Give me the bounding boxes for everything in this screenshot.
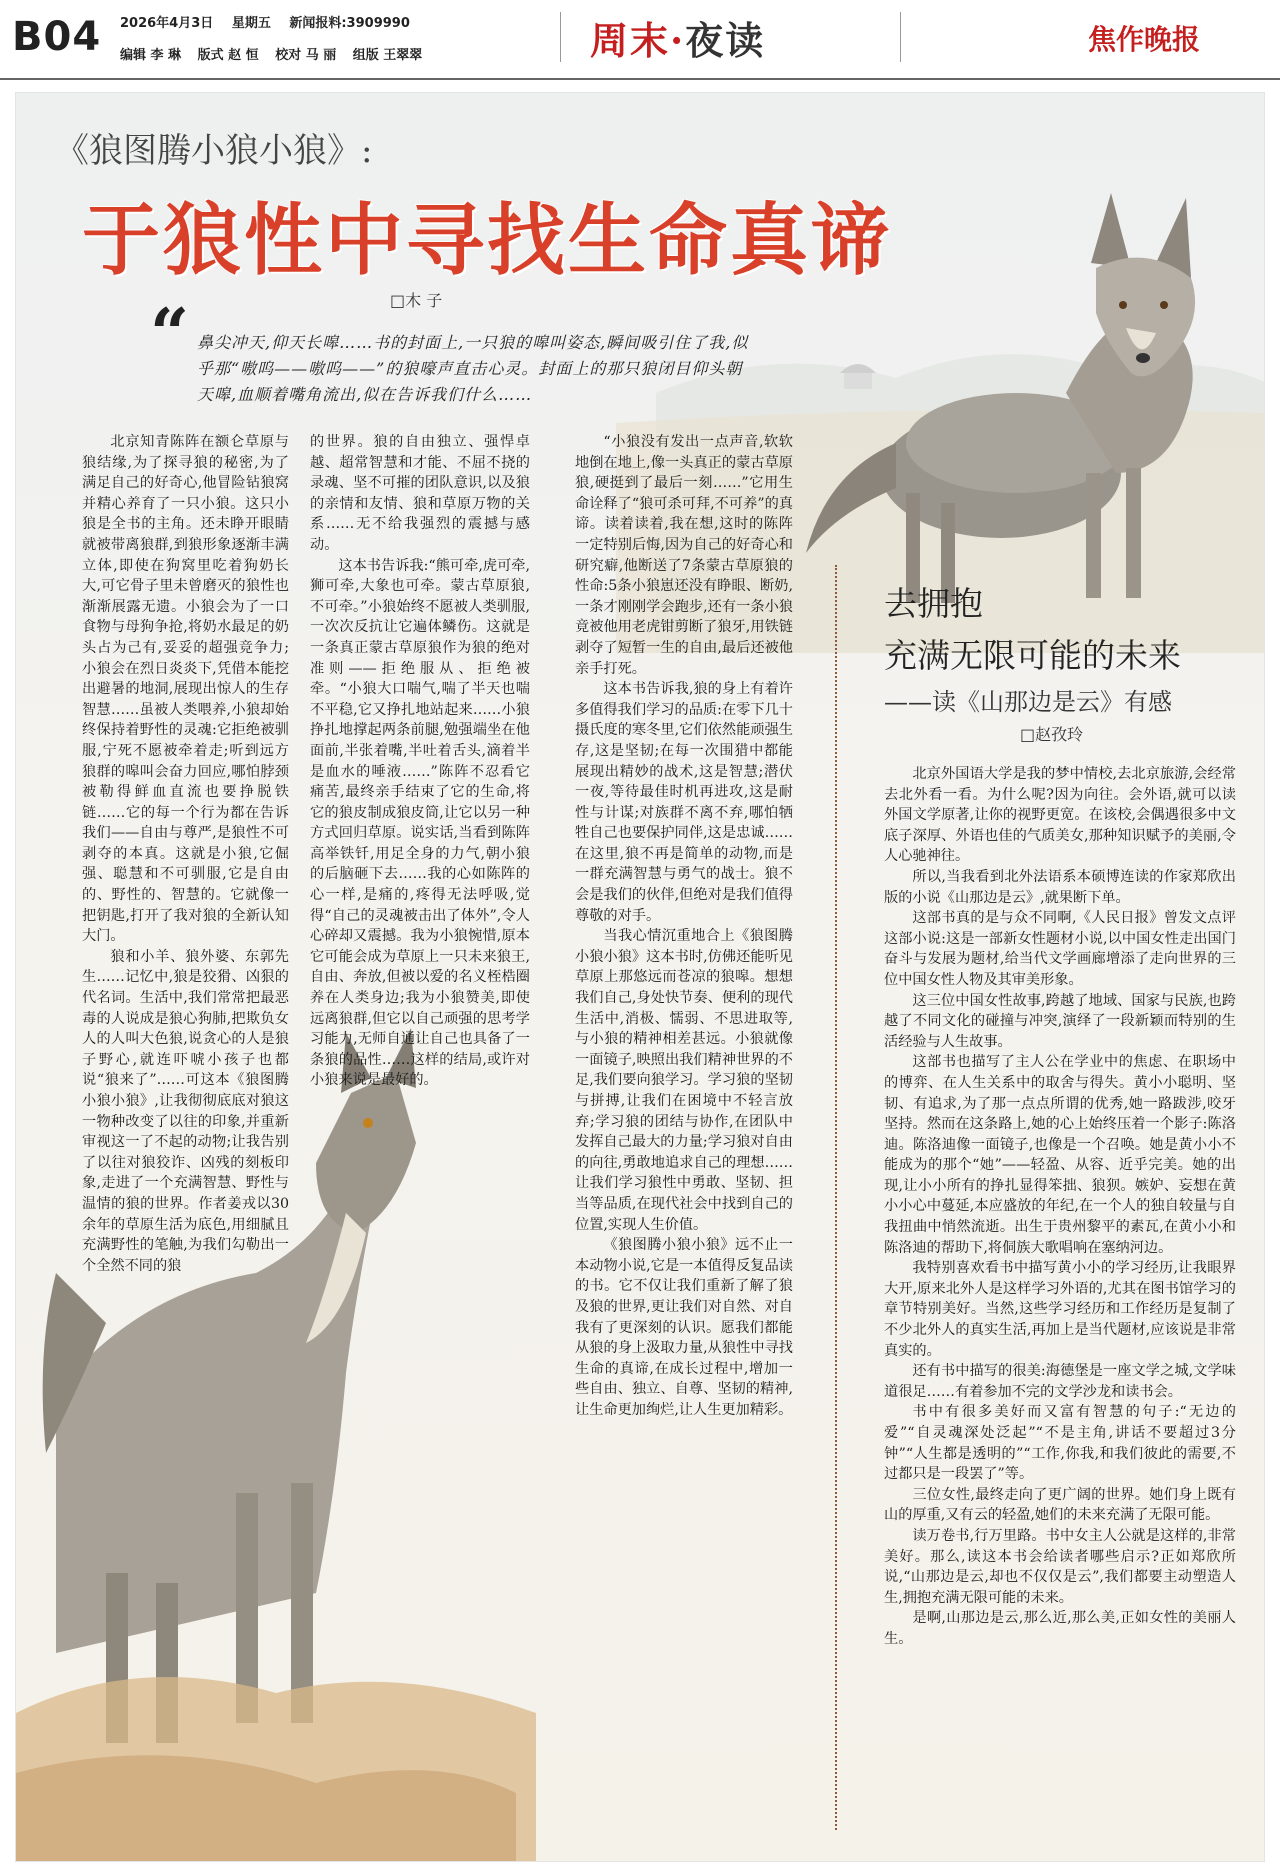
article2-title-line2: 充满无限可能的未来 bbox=[884, 636, 1181, 675]
article2-paragraph: 北京外国语大学是我的梦中情校,去北京旅游,会经常去北外看一看。为什么呢?因为向往。会外语,就可以读外国文学原著,让你的视野更宽。在该校,会偶遇很多中文底子深厚、外语也佳的气质美女,那种知识赋予的美丽,令人心驰神往。 bbox=[884, 766, 1236, 865]
article-divider bbox=[835, 565, 837, 1830]
article2-body bbox=[884, 764, 1236, 1650]
article1-paragraph: 这本书告诉我,狼的身上有着许多值得我们学习的品质:在零下几十摄氏度的寒冬里,它们依然能顽强生存,这是坚韧;在每一次围猎中都能展现出精妙的战术,这是智慧;潜伏一夜,等待最佳时机再进攻,这是耐性与计谋;对族群不离不弃,哪怕牺牲自己也要保护同伴,这是忠诚……在这里,狼不再是简单的动物,而是一群充满智慧与勇气的战士。狼不会是我们的伙伴,但绝对是我们值得尊敬的对手。 bbox=[575, 681, 793, 924]
article2-paragraph: 三位女性,最终走向了更广阔的世界。她们身上既有山的厚重,又有云的轻盈,她们的未来充满了无限可能。 bbox=[884, 1486, 1236, 1524]
issue-date: 2026年4月3日 bbox=[120, 16, 214, 31]
newspaper-masthead: 焦作晚报 bbox=[1088, 23, 1201, 56]
article1-intro bbox=[115, 330, 755, 408]
article2-paragraph: 读万卷书,行万里路。书中女主人公就是这样的,非常美好。那么,读这本书会给读者哪些启示?正如郑欣所说,“山那边是云,却也不仅仅是云”,我们都要主动塑造人生,拥抱充满无限可能的未来。 bbox=[884, 1527, 1236, 1606]
article1-kicker: 《狼图腾小狼小狼》: bbox=[55, 131, 373, 171]
credit-layout: 版式 赵 恒 bbox=[197, 48, 259, 63]
article1-column-3 bbox=[575, 432, 793, 1421]
article2-paragraph: 书中有很多美好而又富有智慧的句子:“无边的爱”“自灵魂深处泛起”“不是主角,讲话不要超过3分钟”“人生都是透明的”“工作,你我,和我们彼此的需要,不过都只是一段罢了”等。 bbox=[884, 1404, 1236, 1483]
issue-weekday: 星期五 bbox=[231, 16, 271, 31]
article1-paragraph: 这本书告诉我:“熊可牵,虎可牵,狮可牵,大象也可牵。蒙古草原狼,不可牵。”小狼始终不愿被人类驯服,一次次反抗让它遍体鳞伤。这就是一条真正蒙古草原狼作为狼的绝对准则——拒绝服从、拒绝被牵。“小狼大口喘气,喘了半天也喘不平稳,它又挣扎地站起来……小狼挣扎地撑起两条前腿,勉强端坐在他面前,半张着嘴,半吐着舌头,滴着半是血水的唾液……”陈阵不忍看它痛苦,最终亲手结束了它的生命,将它的狼皮制成狼皮筒,让它以另一种方式回归草原。说实话,当看到陈阵高举铁钎,用足全身的力气,朝小狼的后脑砸下去……我的心如陈阵的心一样,是痛的,疼得无法呼吸,觉得“自己的灵魂被击出了体外”,令人心碎却又震撼。我为小狼惋惜,原本它可能会成为草原上一只未来狼王,自由、奔放,但被以爱的名义桎梏圈养在人类身边;我为小狼赞美,即使远离狼群,但它以自己顽强的思考学习能力,无师自通让自己也具备了一条狼的品性……这样的结局,或许对小狼来说是最好的。 bbox=[310, 557, 530, 1089]
article2-title-line1: 去拥抱 bbox=[884, 584, 983, 623]
page-header bbox=[0, 0, 1280, 80]
article2-paragraph: 所以,当我看到北外法语系本硕博连读的作家郑欣出版的小说《山那边是云》,就果断下单。 bbox=[884, 868, 1236, 906]
article2-paragraph: 我特别喜欢看书中描写黄小小的学习经历,让我眼界大开,原来北外人是这样学习外语的,尤其在图书馆学习的章节特别美好。当然,这些学习经历和工作经历是复制了不少北外人的真实生活,再加上是当代题材,应该说是非常真实的。 bbox=[884, 1260, 1236, 1359]
staff-credits bbox=[120, 44, 434, 63]
article2-paragraph: 这部书真的是与众不同啊,《人民日报》曾发文点评这部小说:这是一部新女性题材小说,以中国女性走出国门奋斗与发展为题材,给当代文学画廊增添了走向世界的三位中国女性人物及其审美形象。 bbox=[884, 910, 1236, 988]
article1-paragraph: 《狼图腾小狼小狼》远不止一本动物小说,它是一本值得反复品读的书。它不仅让我们重新了解了狼及狼的世界,更让我们对自然、对自我有了更深刻的认识。愿我们都能从狼的身上汲取力量,从狼性中寻找生命的真谛,在成长过程中,增加一些自由、独立、自尊、坚韧的精神,让生命更加绚烂,让人生更加精彩。 bbox=[575, 1237, 793, 1418]
article1-paragraph: 狼和小羊、狼外婆、东郭先生……记忆中,狼是狡猾、凶狠的代名词。生活中,我们常常把最恶毒的人说成是狼心狗肺,把欺负女人的人叫大色狼,说贪心的人是狼子野心,就连吓唬小孩子也都说“狼来了”……可这本《狼图腾小狼小狼》,让我彻彻底底对狼这一物种改变了以往的印象,并重新审视这一了不起的动物;让我告别了以往对狼狡诈、凶残的刻板印象,走进了一个充满智慧、野性与温情的狼的世界。作者姜戎以30余年的草原生活为底色,用细腻且充满野性的笔触,为我们勾勒出一个全然不同的狼 bbox=[82, 948, 289, 1274]
article1-headline: 于狼性中寻找生命真谛 bbox=[82, 196, 893, 286]
article2-paragraph: 这部书也描写了主人公在学业中的焦虑、在职场中的博弈、在人生关系中的取舍与得失。黄小小聪明、坚韧、有追求,为了那一点点所谓的优秀,她一路跋涉,咬牙坚持。然而在这条路上,她的心上始终压着一个影子:陈洛迪。陈洛迪像一面镜子,也像是一个召唤。她是黄小小不能成为的那个“她”——轻盈、从容、近乎完美。她的出现,让小小所有的挣扎显得笨拙、狼狈。嫉妒、妄想在黄小小心中蔓延,本应盛放的年纪,在一个人的独自较量与自我扭曲中悄然流逝。出生于贵州黎平的素瓦,在黄小小和陈洛迪的帮助下,将侗族大歌唱响在塞纳河边。 bbox=[884, 1054, 1236, 1256]
header-rule bbox=[0, 78, 1280, 80]
credit-proof: 校对 马 丽 bbox=[275, 48, 337, 63]
news-hotline: 新闻报料:3909990 bbox=[289, 16, 410, 31]
section-title bbox=[590, 10, 765, 65]
header-divider-left bbox=[560, 12, 561, 62]
article2-paragraph: 还有书中描写的很美:海德堡是一座文学之城,文学味道很足……有着参加不完的文学沙龙和读书会。 bbox=[884, 1363, 1236, 1400]
article1-byline: □木 子 bbox=[390, 291, 443, 310]
article1-intro-text: 鼻尖冲天,仰天长嗥……书的封面上,一只狼的嗥叫姿态,瞬间吸引住了我,似乎那“嗷呜——嗷呜——”的狼嚎声直击心灵。封面上的那只狼闭目仰头朝天嗥,血顺着嘴角流出,似在告诉我们什么…… bbox=[197, 333, 749, 404]
article1-paragraph: 当我心情沉重地合上《狼图腾小狼小狼》这本书时,仿佛还能听见草原上那悠远而苍凉的狼嗥。想想我们自己,身处快节奏、便利的现代生活中,消极、懦弱、不思进取等,与小狼的精神相差甚远。小狼就像一面镜子,映照出我们精神世界的不足,我们要向狼学习。学习狼的坚韧与拼搏,让我们在困境中不轻言放弃;学习狼的团结与协作,在团队中发挥自己最大的力量;学习狼对自由的向往,勇敢地追求自己的理想……让我们学习狼性中勇敢、坚韧、担当等品质,在现代社会中找到自己的位置,实现人生价值。 bbox=[575, 928, 793, 1233]
article1-paragraph: “小狼没有发出一点声音,软软地倒在地上,像一头真正的蒙古草原狼,硬挺到了最后一刻……”它用生命诠释了“狼可杀可拜,不可养”的真谛。读着读着,我在想,这时的陈阵一定特别后悔,因为自己的好奇心和研究癖,他断送了7条蒙古草原狼的性命:5条小狼崽还没有睁眼、断奶,一条才刚刚学会跑步,还有一条小狼竟被他用老虎钳剪断了狼牙,用铁链剥夺了短暂一生的自由,最后还被他亲手打死。 bbox=[575, 434, 793, 677]
article2-paragraph: 是啊,山那边是云,那么近,那么美,正如女性的美丽人生。 bbox=[884, 1610, 1236, 1647]
credit-editor: 编辑 李 琳 bbox=[120, 48, 182, 63]
section-title-a: 周末 bbox=[590, 18, 671, 63]
article1-column-1 bbox=[82, 432, 289, 1276]
article1-column-2 bbox=[310, 432, 530, 1091]
article2-subtitle: ——读《山那边是云》有感 bbox=[884, 688, 1172, 716]
section-title-b: 夜读 bbox=[685, 18, 766, 63]
credit-group: 组版 王翠翠 bbox=[352, 48, 423, 63]
quote-mark-icon: “ bbox=[150, 294, 190, 374]
article1-paragraph: 的世界。狼的自由独立、强悍卓越、超常智慧和才能、不屈不挠的录魂、坚不可摧的团队意识,以及狼的亲情和友情、狼和草原万物的关系……无不给我强烈的震撼与感动。 bbox=[310, 434, 530, 553]
page-number: B04 bbox=[12, 14, 102, 60]
article2-byline: □赵孜玲 bbox=[1020, 725, 1084, 744]
section-title-dot: · bbox=[670, 18, 686, 63]
header-divider-right bbox=[900, 12, 901, 62]
article1-paragraph: 北京知青陈阵在额仑草原与狼结缘,为了探寻狼的秘密,为了满足自己的好奇心,他冒险钻狼窝并精心养育了一只小狼。这只小狼是全书的主角。还未睁开眼睛就被带离狼群,到狼形象逐渐丰满立体,即使在狗窝里吃着狗奶长大,可它骨子里未曾磨灭的狼性也渐渐展露无遗。小狼会为了一口食物与母狗争抢,将奶水最足的奶头占为己有,妥妥的超强竞争力;小狼会在烈日炎炎下,凭借本能挖出避暑的地洞,展现出惊人的生存智慧……虽被人类喂养,小狼却始终保持着野性的灵魂:它拒绝被驯服,宁死不愿被牵着走;听到远方狼群的嗥叫会奋力回应,哪怕脖颈被勒得鲜血直流也要挣脱铁链……它的每一个行为都在告诉我们——自由与尊严,是狼性不可剥夺的本真。这就是小狼,它倔强、聪慧和不可驯服,它是自由的、野性的、智慧的。它就像一把钥匙,打开了我对狼的全新认知大门。 bbox=[82, 434, 289, 945]
issue-meta bbox=[120, 12, 424, 31]
article2-paragraph: 这三位中国女性故事,跨越了地域、国家与民族,也跨越了不同文化的碰撞与冲突,演绎了一段新颖而特别的生活经验与人生故事。 bbox=[884, 992, 1236, 1050]
